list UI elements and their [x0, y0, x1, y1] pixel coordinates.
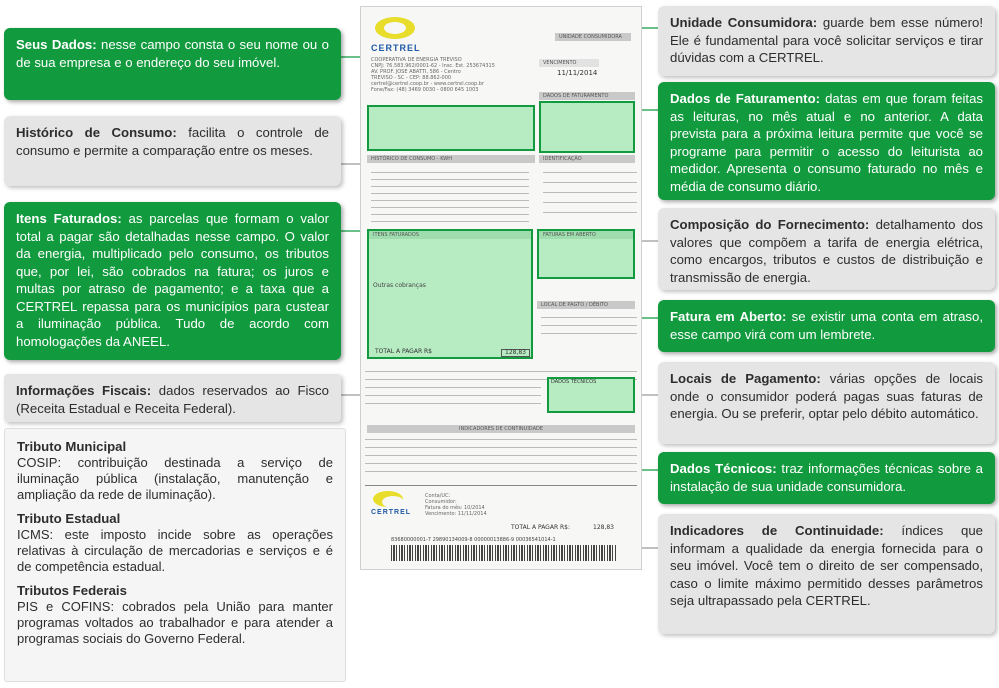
- company-line: COOPERATIVA DE ENERGIA TREVISO: [371, 57, 462, 63]
- callout-text: facilita o controle de consumo e permite a comparação entre os meses.: [16, 125, 330, 158]
- callout-text: nesse campo consta o seu nome ou o de sua empresa e o endereço do seu imóvel.: [16, 37, 329, 70]
- callout-text: datas em que foram feitas as leituras, no mês atual e no anterior. A data prevista para a próxima leitura permite que você se programe para permitir o acesso do leiturista ao medidor. Apresenta o consumo faturado no mês e média de consumo diário.: [670, 91, 984, 194]
- stub-conta: Conta/UC:: [425, 493, 451, 499]
- tributo-estadual-text: ICMS: este imposto incide sobre as operações relativas à circulação de mercadorias e serviços e é de competência estadual.: [17, 527, 333, 574]
- barcode: [391, 545, 616, 561]
- callout-text: as parcelas que formam o valor total a pagar são detalhadas nesse campo. O valor da energia, multiplicado pelo consumo, os tributos que, por lei, são cobrados na fatura; os juros e multas por atraso de pagamento; e a taxa que a CERTREL repassa para os municípios para custear a iluminação pública. Tudo de acordo com homologações da ANEEL.: [16, 211, 329, 349]
- callout-title: Dados de Faturamento:: [670, 91, 821, 106]
- callout-text: índices que informam a qualidade da energia fornecida para o seu imóvel. Você tem o direito de ser compensado, caso o limite máximo permitido desses parâmetros seja ultrapassado pela CERTREL.: [670, 523, 983, 608]
- callout-informacoes-fiscais: [4, 374, 341, 422]
- callout-dados-faturamento: [658, 82, 995, 200]
- callout-title: Itens Faturados:: [16, 211, 122, 226]
- locais-header: LOCAL DE PAGTO / DÉBITO: [537, 301, 635, 309]
- callout-title: Seus Dados:: [16, 37, 97, 52]
- brand-name: CERTREL: [371, 43, 421, 53]
- itens-header: ITENS FATURADOS: [369, 231, 531, 239]
- callout-title: Histórico de Consumo:: [16, 125, 177, 140]
- stub-vencimento: Vencimento: 11/11/2014: [425, 511, 487, 517]
- callout-indicadores-continuidade: [658, 514, 995, 634]
- company-line: certrel@certrel.coop.br - www.certrel.coop.br: [371, 81, 485, 87]
- callout-text: guarde bem esse número! Ele é fundamental para você solicitar serviços e tirar dúvidas com a CERTREL.: [670, 15, 983, 65]
- callout-text: várias opções de locais onde o consumidor poderá pagas suas faturas de energia. Ou se preferir, optar pelo débito automático.: [670, 371, 983, 421]
- callout-fatura-aberto: [658, 300, 995, 352]
- callout-locais-pagamento: [658, 362, 995, 444]
- company-line: TREVISO - SC - CEP: 88.862-000: [371, 75, 452, 81]
- callout-text: detalhamento dos valores que compõem a tarifa de energia elétrica, como encargos, tributos e custos de distribuição e transmissão de energia.: [670, 217, 983, 285]
- certrel-logo: [375, 17, 415, 39]
- company-line: Fone/Fax: (48) 3469 0030 - 0800 645 1003: [371, 87, 479, 93]
- callout-title: Composição do Fornecimento:: [670, 217, 870, 232]
- dados-tecnicos-label: DADOS TÉCNICOS: [551, 379, 597, 385]
- callout-title: Locais de Pagamento:: [670, 371, 821, 386]
- callout-seus-dados: [4, 28, 341, 100]
- stub-logo: [373, 491, 403, 507]
- callout-text: se existir uma conta em atraso, esse campo virá com um lembrete.: [670, 309, 983, 342]
- invoice-image: [360, 6, 642, 570]
- stub-brand: CERTREL: [371, 509, 412, 516]
- barcode-digits: 83680000001-7 29890134009-8 00000013886-9 00036541014-1: [391, 537, 556, 543]
- unidade-header: UNIDADE CONSUMIDORA: [555, 33, 631, 41]
- company-line: CNPJ: 76.583.962/0001-62 - Insc. Est. 253674315: [371, 63, 495, 69]
- callout-title: Dados Técnicos:: [670, 461, 777, 476]
- stub-total-label: TOTAL A PAGAR R$:: [511, 524, 571, 531]
- tributo-municipal-text: COSIP: contribuição destinada a serviço de iluminação pública (instalação, manutenção e ampliação da rede de iluminação).: [17, 455, 333, 502]
- callout-unidade-consumidora: [658, 6, 995, 76]
- stub-total-value: 128,83: [593, 524, 614, 531]
- dados-faturamento-header: DADOS DE FATURAMENTO: [539, 92, 635, 100]
- stub-fatura: Fatura do mês: 10/2014: [425, 505, 485, 511]
- tributo-municipal-title: Tributo Municipal: [17, 439, 127, 454]
- outras-cobrancas-label: Outras cobranças: [373, 282, 426, 289]
- callout-historico: [4, 116, 341, 186]
- stub-consumidor: Consumidor:: [425, 499, 457, 505]
- indicadores-header: INDICADORES DE CONTINUIDADE: [367, 425, 635, 433]
- callout-dados-tecnicos: [658, 452, 995, 504]
- tributos-panel: [4, 428, 346, 682]
- highlight-dados-faturamento: [539, 101, 635, 153]
- callout-text: traz informações técnicas sobre a instalação de sua unidade consumidora.: [670, 461, 984, 494]
- highlight-seus-dados: [367, 105, 535, 151]
- vencimento-header: VENCIMENTO: [539, 59, 599, 67]
- callout-text: dados reservados ao Fisco (Receita Estadual e Receita Federal).: [16, 383, 329, 416]
- tributos-federais-text: PIS e COFINS: cobrados pela União para manter programas voltados ao trabalhador e para atender a programas sociais do Governo Federal.: [17, 599, 333, 646]
- historico-header: HISTÓRICO DE CONSUMO - KWH: [367, 155, 535, 163]
- callout-title: Informações Fiscais:: [16, 383, 152, 398]
- vencimento-date: 11/11/2014: [557, 69, 598, 77]
- faturas-header: FATURAS EM ABERTO: [539, 231, 633, 239]
- identificacao-header: IDENTIFICAÇÃO: [539, 155, 635, 163]
- callout-composicao: [658, 208, 995, 290]
- callout-title: Fatura em Aberto:: [670, 309, 787, 324]
- tributos-federais-title: Tributos Federais: [17, 583, 127, 598]
- tributo-estadual-title: Tributo Estadual: [17, 511, 121, 526]
- total-label: TOTAL A PAGAR R$: [375, 348, 433, 355]
- callout-itens-faturados: [4, 202, 341, 360]
- callout-title: Unidade Consumidora:: [670, 15, 818, 30]
- company-line: AV. PROF. JOSE ABATTI, 586 - Centro: [371, 69, 461, 75]
- total-value: 128,83: [501, 349, 530, 357]
- highlight-itens-faturados: [367, 229, 533, 359]
- callout-title: Indicadores de Continuidade:: [670, 523, 884, 538]
